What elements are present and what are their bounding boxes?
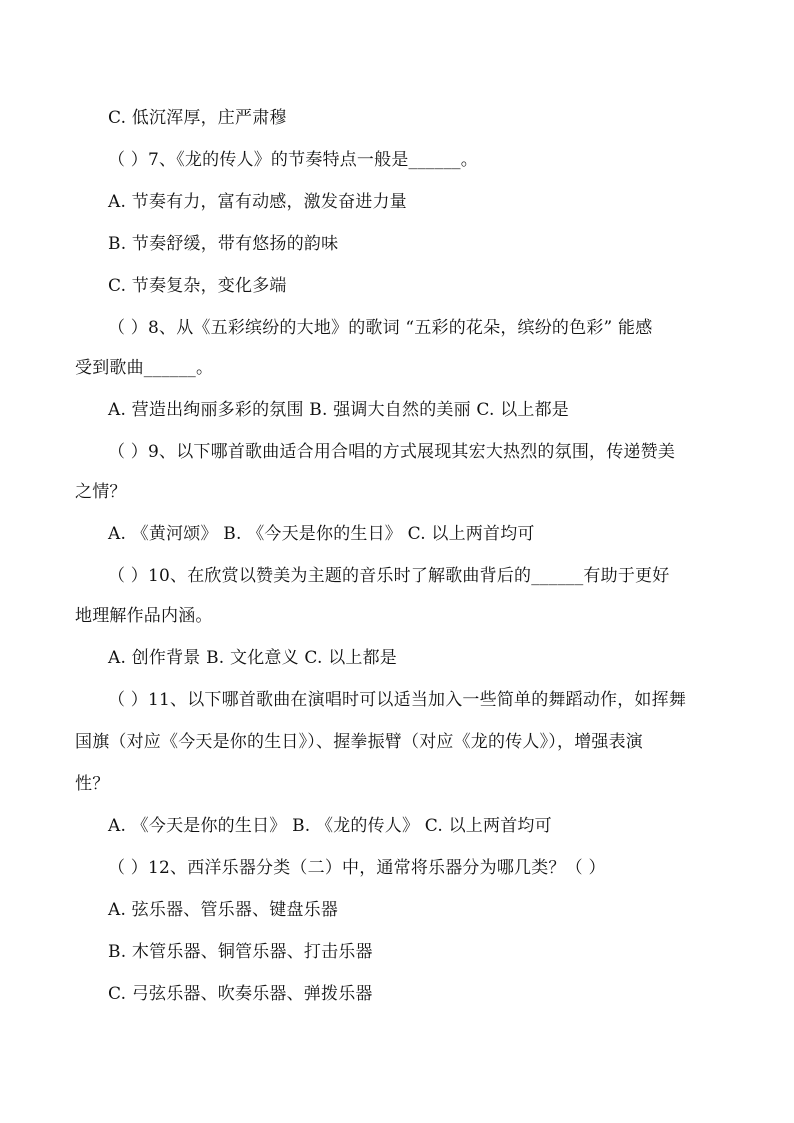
q9-question-line-1: （ ）9、以下哪首歌曲适合用合唱的方式展现其宏大热烈的氛围，传递赞美	[108, 442, 676, 462]
q11-question-line-3: 性？	[75, 774, 110, 794]
q8-question-line-2: 受到歌曲______。	[75, 358, 214, 378]
q7-option-c: C. 节奏复杂，变化多端	[108, 276, 287, 296]
q7-option-a: A. 节奏有力，富有动感，激发奋进力量	[108, 192, 407, 212]
q10-options: A. 创作背景 B. 文化意义 C. 以上都是	[108, 648, 398, 668]
q12-option-c: C. 弓弦乐器、吹奏乐器、弹拨乐器	[108, 984, 373, 1004]
q7-option-b: B. 节奏舒缓，带有悠扬的韵味	[108, 234, 339, 254]
q11-options: A. 《今天是你的生日》 B. 《龙的传人》 C. 以上两首均可	[108, 816, 552, 836]
q11-question-line-2: 国旗（对应《今天是你的生日》）、握拳振臂（对应《龙的传人》），增强表演	[75, 732, 643, 752]
q12-option-a: A. 弦乐器、管乐器、键盘乐器	[108, 900, 339, 920]
q11-question-line-1: （ ）11、以下哪首歌曲在演唱时可以适当加入一些简单的舞蹈动作，如挥舞	[108, 690, 687, 710]
q12-option-b: B. 木管乐器、铜管乐器、打击乐器	[108, 942, 373, 962]
q7-question: （ ）7、《龙的传人》的节奏特点一般是______。	[108, 150, 478, 170]
q8-options: A. 营造出绚丽多彩的氛围 B. 强调大自然的美丽 C. 以上都是	[108, 400, 570, 420]
q10-question-line-2: 地理解作品内涵。	[75, 606, 213, 626]
q12-question: （ ）12、西洋乐器分类（二）中，通常将乐器分为哪几类？（ ）	[108, 858, 606, 878]
q9-question-line-2: 之情？	[75, 482, 127, 502]
q10-question-line-1: （ ）10、在欣赏以赞美为主题的音乐时了解歌曲背后的______有助于更好	[108, 566, 670, 586]
q6-option-c: C. 低沉浑厚，庄严肃穆	[108, 108, 287, 128]
q9-options: A. 《黄河颂》 B. 《今天是你的生日》 C. 以上两首均可	[108, 524, 535, 544]
q8-question-line-1: （ ）8、从《五彩缤纷的大地》的歌词 “五彩的花朵，缤纷的色彩” 能感	[108, 318, 653, 338]
